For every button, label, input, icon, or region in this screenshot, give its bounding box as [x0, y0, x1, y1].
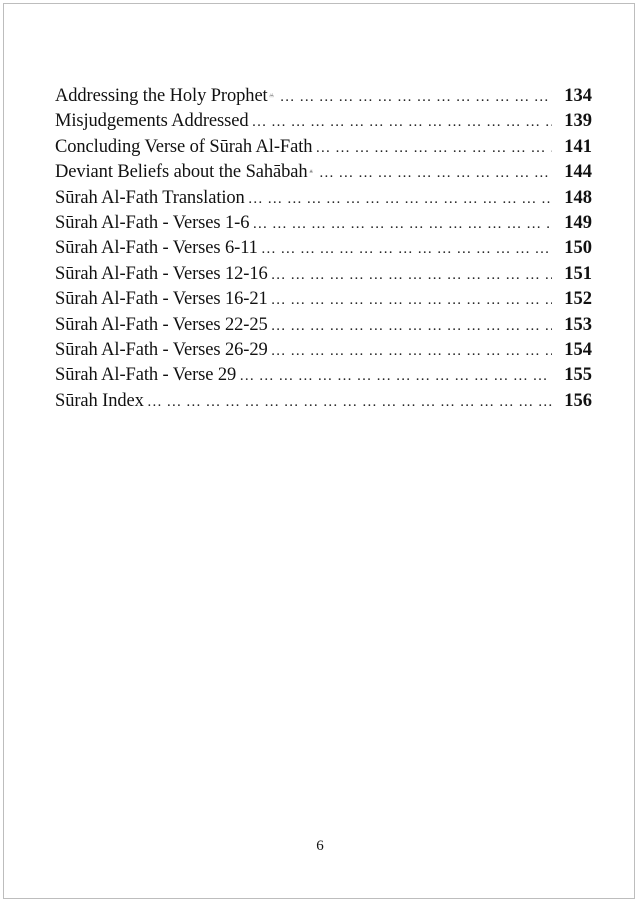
- toc-dot-leader: [258, 237, 552, 261]
- toc-entry-page: 150: [564, 238, 592, 259]
- toc-dot-leader: [268, 263, 552, 287]
- document-page: [3, 3, 635, 899]
- toc-dot-leader: [236, 364, 552, 388]
- toc-entry-page: 148: [564, 187, 592, 208]
- toc-entry[interactable]: [55, 84, 592, 109]
- toc-entry-page: 154: [564, 339, 592, 360]
- toc-dot-leader: [277, 85, 552, 109]
- toc-dot-leader: [249, 212, 552, 236]
- toc-dot-leader: [268, 288, 552, 312]
- toc-entry-page: 149: [564, 212, 592, 233]
- toc-entry-title: Addressing the Holy Prophet: [55, 86, 268, 106]
- toc-entry[interactable]: [55, 313, 592, 338]
- toc-entry-page: 153: [564, 314, 592, 335]
- toc-entry[interactable]: [55, 211, 592, 236]
- toc-entry[interactable]: [55, 236, 592, 261]
- toc-entry-page: 156: [564, 390, 592, 411]
- salutation-icon: [269, 89, 274, 101]
- toc-entry-title: Sūrah Al-Fath - Verses 6-11: [55, 238, 258, 259]
- toc-entry-title: Sūrah Al-Fath - Verses 12-16: [55, 263, 268, 284]
- toc-entry[interactable]: [55, 363, 592, 388]
- toc-entry[interactable]: [55, 262, 592, 287]
- toc-entry[interactable]: [55, 389, 592, 414]
- toc-entry-page: 155: [564, 365, 592, 386]
- toc-entry[interactable]: [55, 287, 592, 312]
- toc-entry-title: Concluding Verse of Sūrah Al-Fath: [55, 136, 313, 157]
- toc-entry-title: Sūrah Index: [55, 390, 144, 411]
- toc-dot-leader: [248, 110, 552, 134]
- toc-dot-leader: [245, 187, 552, 211]
- toc-dot-leader: [316, 161, 552, 185]
- toc-entry[interactable]: [55, 186, 592, 211]
- toc-entry-title: Deviant Beliefs about the Sahābah: [55, 162, 308, 183]
- toc-entry-page: 141: [564, 136, 592, 157]
- toc-entry-page: 152: [564, 289, 592, 310]
- toc-entry-title: Sūrah Al-Fath - Verses 22-25: [55, 314, 268, 335]
- toc-entry-title: Sūrah Al-Fath Translation: [55, 187, 245, 208]
- toc-entry-title: Sūrah Al-Fath - Verses 26-29: [55, 339, 268, 360]
- toc-dot-leader: [268, 314, 552, 338]
- page-number: 6: [316, 838, 324, 854]
- toc-entry-title: Sūrah Al-Fath - Verse 29: [55, 365, 237, 386]
- toc-entry-page: 151: [564, 263, 592, 284]
- toc-entry[interactable]: [55, 338, 592, 363]
- table-of-contents: [55, 84, 592, 414]
- toc-entry-page: 139: [564, 111, 592, 132]
- salutation-icon: [309, 165, 313, 177]
- toc-entry[interactable]: [55, 160, 592, 185]
- toc-entry-page: 134: [564, 86, 592, 106]
- toc-dot-leader: [312, 136, 552, 160]
- toc-dot-leader: [268, 339, 552, 363]
- toc-entry-title: Misjudgements Addressed: [55, 111, 249, 132]
- toc-entry[interactable]: [55, 135, 592, 160]
- toc-entry-page: 144: [564, 162, 592, 183]
- toc-entry-title: Sūrah Al-Fath - Verses 1-6: [55, 212, 250, 233]
- toc-entry-title: Sūrah Al-Fath - Verses 16-21: [55, 289, 268, 310]
- toc-entry[interactable]: [55, 109, 592, 134]
- toc-dot-leader: [144, 390, 552, 414]
